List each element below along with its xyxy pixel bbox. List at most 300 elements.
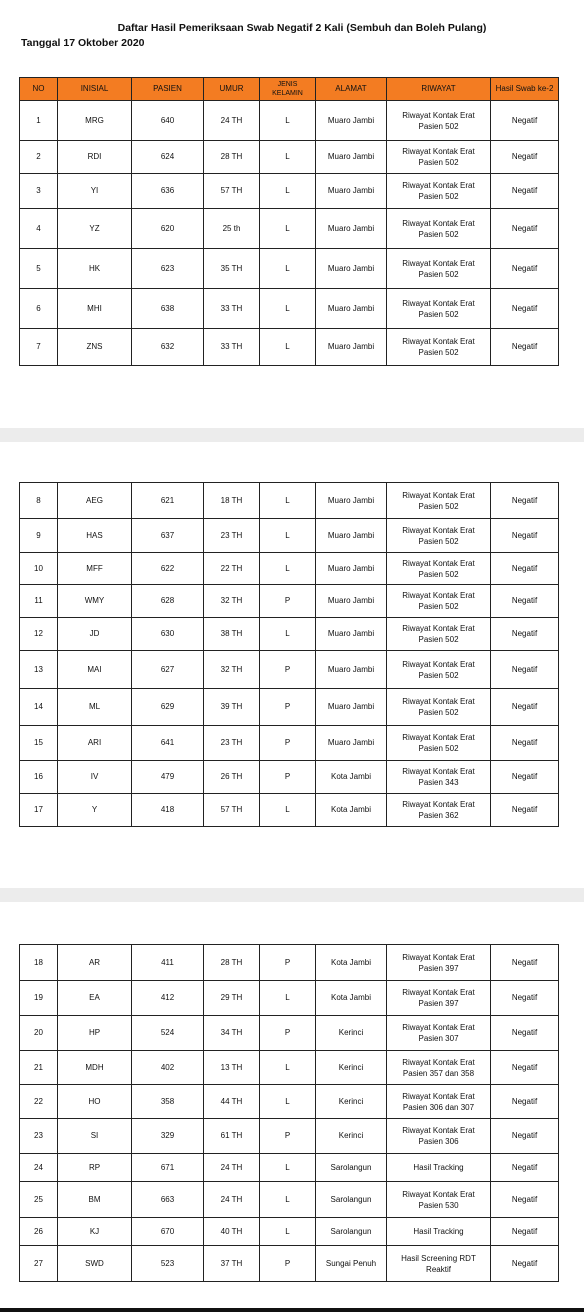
cell-riwayat [387, 689, 491, 726]
cell-inisial: JD [58, 618, 132, 651]
cell-jenis-kelamin: L [260, 101, 316, 141]
table-row [20, 618, 559, 651]
table-row [20, 519, 559, 553]
cell-inisial: YZ [58, 209, 132, 249]
riwayat-line: Riwayat Kontak Erat [402, 337, 475, 346]
cell-hasil: Negatif [491, 1085, 559, 1119]
cell-riwayat [387, 1085, 491, 1119]
cell-jenis-kelamin: L [260, 483, 316, 519]
table-row [20, 981, 559, 1016]
cell-hasil: Negatif [491, 1154, 559, 1182]
riwayat-line: Riwayat Kontak Erat [402, 490, 475, 500]
cell-umur: 40 TH [204, 1218, 260, 1246]
riwayat-line: Riwayat Kontak Erat [402, 624, 475, 633]
cell-alamat: Sarolangun [316, 1218, 387, 1246]
cell-no: 14 [20, 689, 58, 726]
cell-hasil: Negatif [491, 585, 559, 618]
cell-no: 10 [20, 553, 58, 585]
cell-hasil: Negatif [491, 726, 559, 761]
cell-jenis-kelamin: L [260, 209, 316, 249]
table-header-row [20, 78, 559, 101]
cell-jenis-kelamin: L [260, 794, 316, 827]
cell-pasien: 358 [132, 1085, 204, 1119]
cell-pasien: 523 [132, 1246, 204, 1282]
header-pasien: PASIEN [132, 78, 204, 101]
cell-jenis-kelamin: L [260, 289, 316, 329]
riwayat-line: Pasien 502 [418, 670, 459, 680]
cell-alamat: Kerinci [316, 1085, 387, 1119]
cell-jenis-kelamin: L [260, 1182, 316, 1218]
cell-umur: 26 TH [204, 761, 260, 794]
bottom-edge [0, 1308, 584, 1312]
cell-inisial: ARI [58, 726, 132, 761]
cell-inisial: YI [58, 174, 132, 209]
header-jenis-kelamin: JENIS KELAMIN [260, 78, 316, 101]
riwayat-line: Pasien 306 dan 307 [402, 1102, 475, 1112]
cell-alamat: Muaro Jambi [316, 329, 387, 366]
cell-no: 8 [20, 483, 58, 519]
cell-hasil: Negatif [491, 519, 559, 553]
table-row [20, 585, 559, 618]
table-row [20, 329, 559, 366]
cell-umur: 24 TH [204, 101, 260, 141]
cell-umur: 24 TH [204, 1182, 260, 1218]
cell-umur: 18 TH [204, 483, 260, 519]
cell-inisial: MDH [58, 1051, 132, 1085]
cell-alamat: Muaro Jambi [316, 651, 387, 689]
cell-inisial: IV [58, 761, 132, 794]
cell-inisial: ML [58, 689, 132, 726]
cell-inisial: AR [58, 945, 132, 981]
cell-no: 21 [20, 1051, 58, 1085]
cell-jenis-kelamin: L [260, 249, 316, 289]
cell-alamat: Sarolangun [316, 1154, 387, 1182]
riwayat-line: Pasien 357 dan 358 [402, 1068, 475, 1078]
table-row [20, 174, 559, 209]
cell-no: 16 [20, 761, 58, 794]
cell-no: 3 [20, 174, 58, 209]
riwayat-line: Pasien 502 [418, 501, 459, 511]
cell-umur: 39 TH [204, 689, 260, 726]
cell-inisial: MHI [58, 289, 132, 329]
cell-pasien: 636 [132, 174, 204, 209]
cell-hasil: Negatif [491, 209, 559, 249]
cell-no: 20 [20, 1016, 58, 1051]
cell-no: 4 [20, 209, 58, 249]
cell-hasil: Negatif [491, 249, 559, 289]
cell-hasil: Negatif [491, 483, 559, 519]
cell-alamat: Kota Jambi [316, 981, 387, 1016]
cell-hasil: Negatif [491, 553, 559, 585]
cell-umur: 23 TH [204, 519, 260, 553]
cell-alamat: Kerinci [316, 1051, 387, 1085]
cell-umur: 33 TH [204, 329, 260, 366]
cell-no: 24 [20, 1154, 58, 1182]
riwayat-line: Riwayat Kontak Erat [402, 1057, 475, 1067]
riwayat-line: Pasien 343 [418, 778, 459, 787]
riwayat-line: Riwayat Kontak Erat [402, 110, 475, 120]
cell-umur: 57 TH [204, 794, 260, 827]
header-alamat: ALAMAT [316, 78, 387, 101]
cell-jenis-kelamin: L [260, 1085, 316, 1119]
cell-alamat: Muaro Jambi [316, 689, 387, 726]
table-row [20, 1246, 559, 1282]
table-row [20, 209, 559, 249]
riwayat-line: Riwayat Kontak Erat [402, 525, 475, 535]
cell-umur: 35 TH [204, 249, 260, 289]
table-row [20, 945, 559, 981]
riwayat-line: Pasien 502 [418, 536, 459, 546]
cell-alamat: Muaro Jambi [316, 483, 387, 519]
cell-riwayat [387, 1119, 491, 1154]
cell-hasil: Negatif [491, 651, 559, 689]
cell-no: 26 [20, 1218, 58, 1246]
cell-umur: 23 TH [204, 726, 260, 761]
table-row [20, 289, 559, 329]
cell-umur: 61 TH [204, 1119, 260, 1154]
cell-pasien: 411 [132, 945, 204, 981]
table-row [20, 1182, 559, 1218]
cell-inisial: EA [58, 981, 132, 1016]
cell-pasien: 524 [132, 1016, 204, 1051]
cell-no: 2 [20, 141, 58, 174]
cell-no: 13 [20, 651, 58, 689]
table-row [20, 553, 559, 585]
cell-umur: 28 TH [204, 141, 260, 174]
cell-umur: 32 TH [204, 651, 260, 689]
cell-umur: 22 TH [204, 553, 260, 585]
riwayat-line: Hasil Screening RDT [401, 1253, 476, 1263]
cell-no: 15 [20, 726, 58, 761]
riwayat-line: Pasien 307 [418, 1034, 459, 1043]
cell-hasil: Negatif [491, 618, 559, 651]
cell-riwayat [387, 1051, 491, 1085]
cell-riwayat [387, 519, 491, 553]
riwayat-line: Reaktif [426, 1264, 451, 1274]
cell-riwayat [387, 1246, 491, 1282]
cell-jenis-kelamin: L [260, 519, 316, 553]
cell-jenis-kelamin: P [260, 726, 316, 761]
patient-table-2 [19, 482, 559, 827]
cell-riwayat [387, 1218, 491, 1246]
cell-umur: 33 TH [204, 289, 260, 329]
header-hasil: Hasil Swab ke-2 [491, 78, 559, 101]
cell-no: 9 [20, 519, 58, 553]
cell-pasien: 624 [132, 141, 204, 174]
riwayat-line: Pasien 502 [418, 744, 459, 753]
table-row [20, 1016, 559, 1051]
cell-alamat: Muaro Jambi [316, 249, 387, 289]
table-row [20, 1051, 559, 1085]
riwayat-line: Pasien 362 [418, 811, 459, 820]
header-riwayat: RIWAYAT [387, 78, 491, 101]
cell-riwayat [387, 329, 491, 366]
riwayat-line: Riwayat Kontak Erat [402, 800, 475, 809]
riwayat-line: Pasien 530 [418, 1200, 459, 1210]
cell-riwayat [387, 618, 491, 651]
cell-alamat: Muaro Jambi [316, 553, 387, 585]
cell-alamat: Kota Jambi [316, 945, 387, 981]
page-separator [0, 888, 584, 902]
cell-no: 25 [20, 1182, 58, 1218]
table-row [20, 249, 559, 289]
cell-hasil: Negatif [491, 174, 559, 209]
riwayat-line: Riwayat Kontak Erat [402, 298, 475, 308]
cell-umur: 24 TH [204, 1154, 260, 1182]
cell-inisial: HP [58, 1016, 132, 1051]
table-row [20, 689, 559, 726]
cell-no: 11 [20, 585, 58, 618]
cell-pasien: 628 [132, 585, 204, 618]
cell-alamat: Sarolangun [316, 1182, 387, 1218]
cell-inisial: BM [58, 1182, 132, 1218]
riwayat-line: Hasil Tracking [413, 1163, 464, 1172]
table-row [20, 1119, 559, 1154]
cell-riwayat [387, 1016, 491, 1051]
cell-jenis-kelamin: L [260, 1218, 316, 1246]
cell-jenis-kelamin: P [260, 761, 316, 794]
cell-pasien: 418 [132, 794, 204, 827]
cell-inisial: HAS [58, 519, 132, 553]
riwayat-line: Riwayat Kontak Erat [402, 659, 475, 669]
cell-jenis-kelamin: P [260, 945, 316, 981]
riwayat-line: Pasien 397 [418, 963, 459, 973]
cell-pasien: 402 [132, 1051, 204, 1085]
cell-hasil: Negatif [491, 1246, 559, 1282]
cell-riwayat [387, 141, 491, 174]
table-row [20, 1218, 559, 1246]
cell-riwayat [387, 101, 491, 141]
cell-pasien: 412 [132, 981, 204, 1016]
cell-hasil: Negatif [491, 689, 559, 726]
cell-no: 1 [20, 101, 58, 141]
cell-no: 19 [20, 981, 58, 1016]
cell-hasil: Negatif [491, 1119, 559, 1154]
cell-riwayat [387, 726, 491, 761]
cell-inisial: WMY [58, 585, 132, 618]
cell-inisial: ZNS [58, 329, 132, 366]
riwayat-line: Riwayat Kontak Erat [402, 591, 475, 600]
riwayat-line: Hasil Tracking [413, 1227, 464, 1236]
table-row [20, 794, 559, 827]
cell-pasien: 637 [132, 519, 204, 553]
cell-pasien: 670 [132, 1218, 204, 1246]
cell-alamat: Kota Jambi [316, 761, 387, 794]
riwayat-line: Pasien 502 [418, 569, 459, 579]
cell-pasien: 671 [132, 1154, 204, 1182]
cell-pasien: 638 [132, 289, 204, 329]
riwayat-line: Pasien 502 [418, 121, 459, 131]
cell-alamat: Muaro Jambi [316, 289, 387, 329]
cell-no: 22 [20, 1085, 58, 1119]
riwayat-line: Riwayat Kontak Erat [402, 558, 475, 568]
cell-riwayat [387, 483, 491, 519]
cell-hasil: Negatif [491, 1218, 559, 1246]
table-row [20, 1085, 559, 1119]
cell-umur: 28 TH [204, 945, 260, 981]
cell-umur: 25 th [204, 209, 260, 249]
cell-jenis-kelamin: P [260, 1016, 316, 1051]
cell-pasien: 640 [132, 101, 204, 141]
cell-alamat: Kota Jambi [316, 794, 387, 827]
cell-riwayat [387, 1182, 491, 1218]
cell-riwayat [387, 981, 491, 1016]
cell-riwayat [387, 174, 491, 209]
table-row [20, 761, 559, 794]
riwayat-line: Riwayat Kontak Erat [402, 258, 475, 268]
header-no: NO [20, 78, 58, 101]
riwayat-line: Pasien 502 [418, 348, 459, 357]
cell-jenis-kelamin: L [260, 553, 316, 585]
cell-pasien: 620 [132, 209, 204, 249]
cell-jenis-kelamin: P [260, 1246, 316, 1282]
riwayat-line: Riwayat Kontak Erat [402, 1023, 475, 1032]
header-umur: UMUR [204, 78, 260, 101]
cell-riwayat [387, 651, 491, 689]
patient-table-1 [19, 77, 559, 366]
cell-riwayat [387, 945, 491, 981]
document-title: Daftar Hasil Pemeriksaan Swab Negatif 2 Kali (Sembuh dan Boleh Pulang) [117, 22, 487, 34]
cell-jenis-kelamin: P [260, 1119, 316, 1154]
document-date: Tanggal 17 Oktober 2020 [21, 37, 145, 49]
riwayat-line: Pasien 502 [418, 708, 459, 717]
table-row [20, 651, 559, 689]
table-row [20, 141, 559, 174]
cell-hasil: Negatif [491, 981, 559, 1016]
riwayat-line: Pasien 397 [418, 999, 459, 1008]
cell-alamat: Muaro Jambi [316, 618, 387, 651]
cell-jenis-kelamin: L [260, 141, 316, 174]
cell-umur: 13 TH [204, 1051, 260, 1085]
cell-jenis-kelamin: L [260, 174, 316, 209]
cell-alamat: Muaro Jambi [316, 585, 387, 618]
cell-jenis-kelamin: P [260, 651, 316, 689]
riwayat-line: Riwayat Kontak Erat [402, 147, 475, 156]
cell-riwayat [387, 289, 491, 329]
cell-alamat: Kerinci [316, 1016, 387, 1051]
riwayat-line: Riwayat Kontak Erat [402, 1126, 475, 1135]
cell-alamat: Muaro Jambi [316, 174, 387, 209]
riwayat-line: Riwayat Kontak Erat [402, 1189, 475, 1199]
cell-jenis-kelamin: P [260, 689, 316, 726]
cell-umur: 29 TH [204, 981, 260, 1016]
cell-hasil: Negatif [491, 1051, 559, 1085]
table-row [20, 101, 559, 141]
cell-hasil: Negatif [491, 141, 559, 174]
cell-pasien: 629 [132, 689, 204, 726]
cell-pasien: 641 [132, 726, 204, 761]
cell-alamat: Muaro Jambi [316, 141, 387, 174]
cell-inisial: RP [58, 1154, 132, 1182]
cell-hasil: Negatif [491, 794, 559, 827]
cell-riwayat [387, 209, 491, 249]
cell-inisial: Y [58, 794, 132, 827]
riwayat-line: Pasien 502 [418, 229, 459, 239]
cell-riwayat [387, 553, 491, 585]
riwayat-line: Pasien 502 [418, 158, 459, 167]
cell-pasien: 663 [132, 1182, 204, 1218]
cell-inisial: RDI [58, 141, 132, 174]
cell-umur: 34 TH [204, 1016, 260, 1051]
cell-no: 12 [20, 618, 58, 651]
riwayat-line: Riwayat Kontak Erat [402, 697, 475, 706]
cell-no: 27 [20, 1246, 58, 1282]
cell-no: 7 [20, 329, 58, 366]
cell-alamat: Muaro Jambi [316, 209, 387, 249]
cell-jenis-kelamin: L [260, 1051, 316, 1085]
riwayat-line: Riwayat Kontak Erat [402, 767, 475, 776]
cell-no: 5 [20, 249, 58, 289]
riwayat-line: Riwayat Kontak Erat [402, 181, 475, 190]
cell-inisial: HO [58, 1085, 132, 1119]
cell-inisial: MAI [58, 651, 132, 689]
cell-umur: 38 TH [204, 618, 260, 651]
cell-alamat: Sungai Penuh [316, 1246, 387, 1282]
cell-pasien: 632 [132, 329, 204, 366]
cell-riwayat [387, 1154, 491, 1182]
cell-jenis-kelamin: L [260, 981, 316, 1016]
cell-umur: 44 TH [204, 1085, 260, 1119]
riwayat-line: Pasien 502 [418, 602, 459, 611]
cell-riwayat [387, 761, 491, 794]
cell-hasil: Negatif [491, 1182, 559, 1218]
cell-pasien: 623 [132, 249, 204, 289]
cell-pasien: 479 [132, 761, 204, 794]
cell-hasil: Negatif [491, 101, 559, 141]
cell-inisial: KJ [58, 1218, 132, 1246]
cell-umur: 37 TH [204, 1246, 260, 1282]
cell-pasien: 329 [132, 1119, 204, 1154]
cell-pasien: 627 [132, 651, 204, 689]
cell-inisial: MFF [58, 553, 132, 585]
riwayat-line: Riwayat Kontak Erat [402, 952, 475, 962]
cell-inisial: SWD [58, 1246, 132, 1282]
cell-alamat: Muaro Jambi [316, 519, 387, 553]
riwayat-line: Riwayat Kontak Erat [402, 988, 475, 997]
riwayat-line: Riwayat Kontak Erat [402, 1091, 475, 1101]
cell-hasil: Negatif [491, 761, 559, 794]
cell-no: 6 [20, 289, 58, 329]
cell-hasil: Negatif [491, 329, 559, 366]
riwayat-line: Pasien 502 [418, 192, 459, 201]
cell-jenis-kelamin: L [260, 618, 316, 651]
cell-riwayat [387, 585, 491, 618]
riwayat-line: Riwayat Kontak Erat [402, 218, 475, 228]
cell-pasien: 621 [132, 483, 204, 519]
cell-jenis-kelamin: L [260, 1154, 316, 1182]
cell-alamat: Kerinci [316, 1119, 387, 1154]
cell-pasien: 622 [132, 553, 204, 585]
cell-hasil: Negatif [491, 289, 559, 329]
table-row [20, 1154, 559, 1182]
cell-umur: 57 TH [204, 174, 260, 209]
cell-riwayat [387, 249, 491, 289]
cell-umur: 32 TH [204, 585, 260, 618]
riwayat-line: Pasien 306 [418, 1137, 459, 1146]
cell-inisial: SI [58, 1119, 132, 1154]
table-row [20, 726, 559, 761]
table-row [20, 483, 559, 519]
cell-inisial: AEG [58, 483, 132, 519]
cell-inisial: HK [58, 249, 132, 289]
patient-table-3 [19, 944, 559, 1282]
cell-jenis-kelamin: L [260, 329, 316, 366]
riwayat-line: Riwayat Kontak Erat [402, 733, 475, 742]
cell-pasien: 630 [132, 618, 204, 651]
cell-jenis-kelamin: P [260, 585, 316, 618]
page-separator [0, 428, 584, 442]
cell-no: 23 [20, 1119, 58, 1154]
